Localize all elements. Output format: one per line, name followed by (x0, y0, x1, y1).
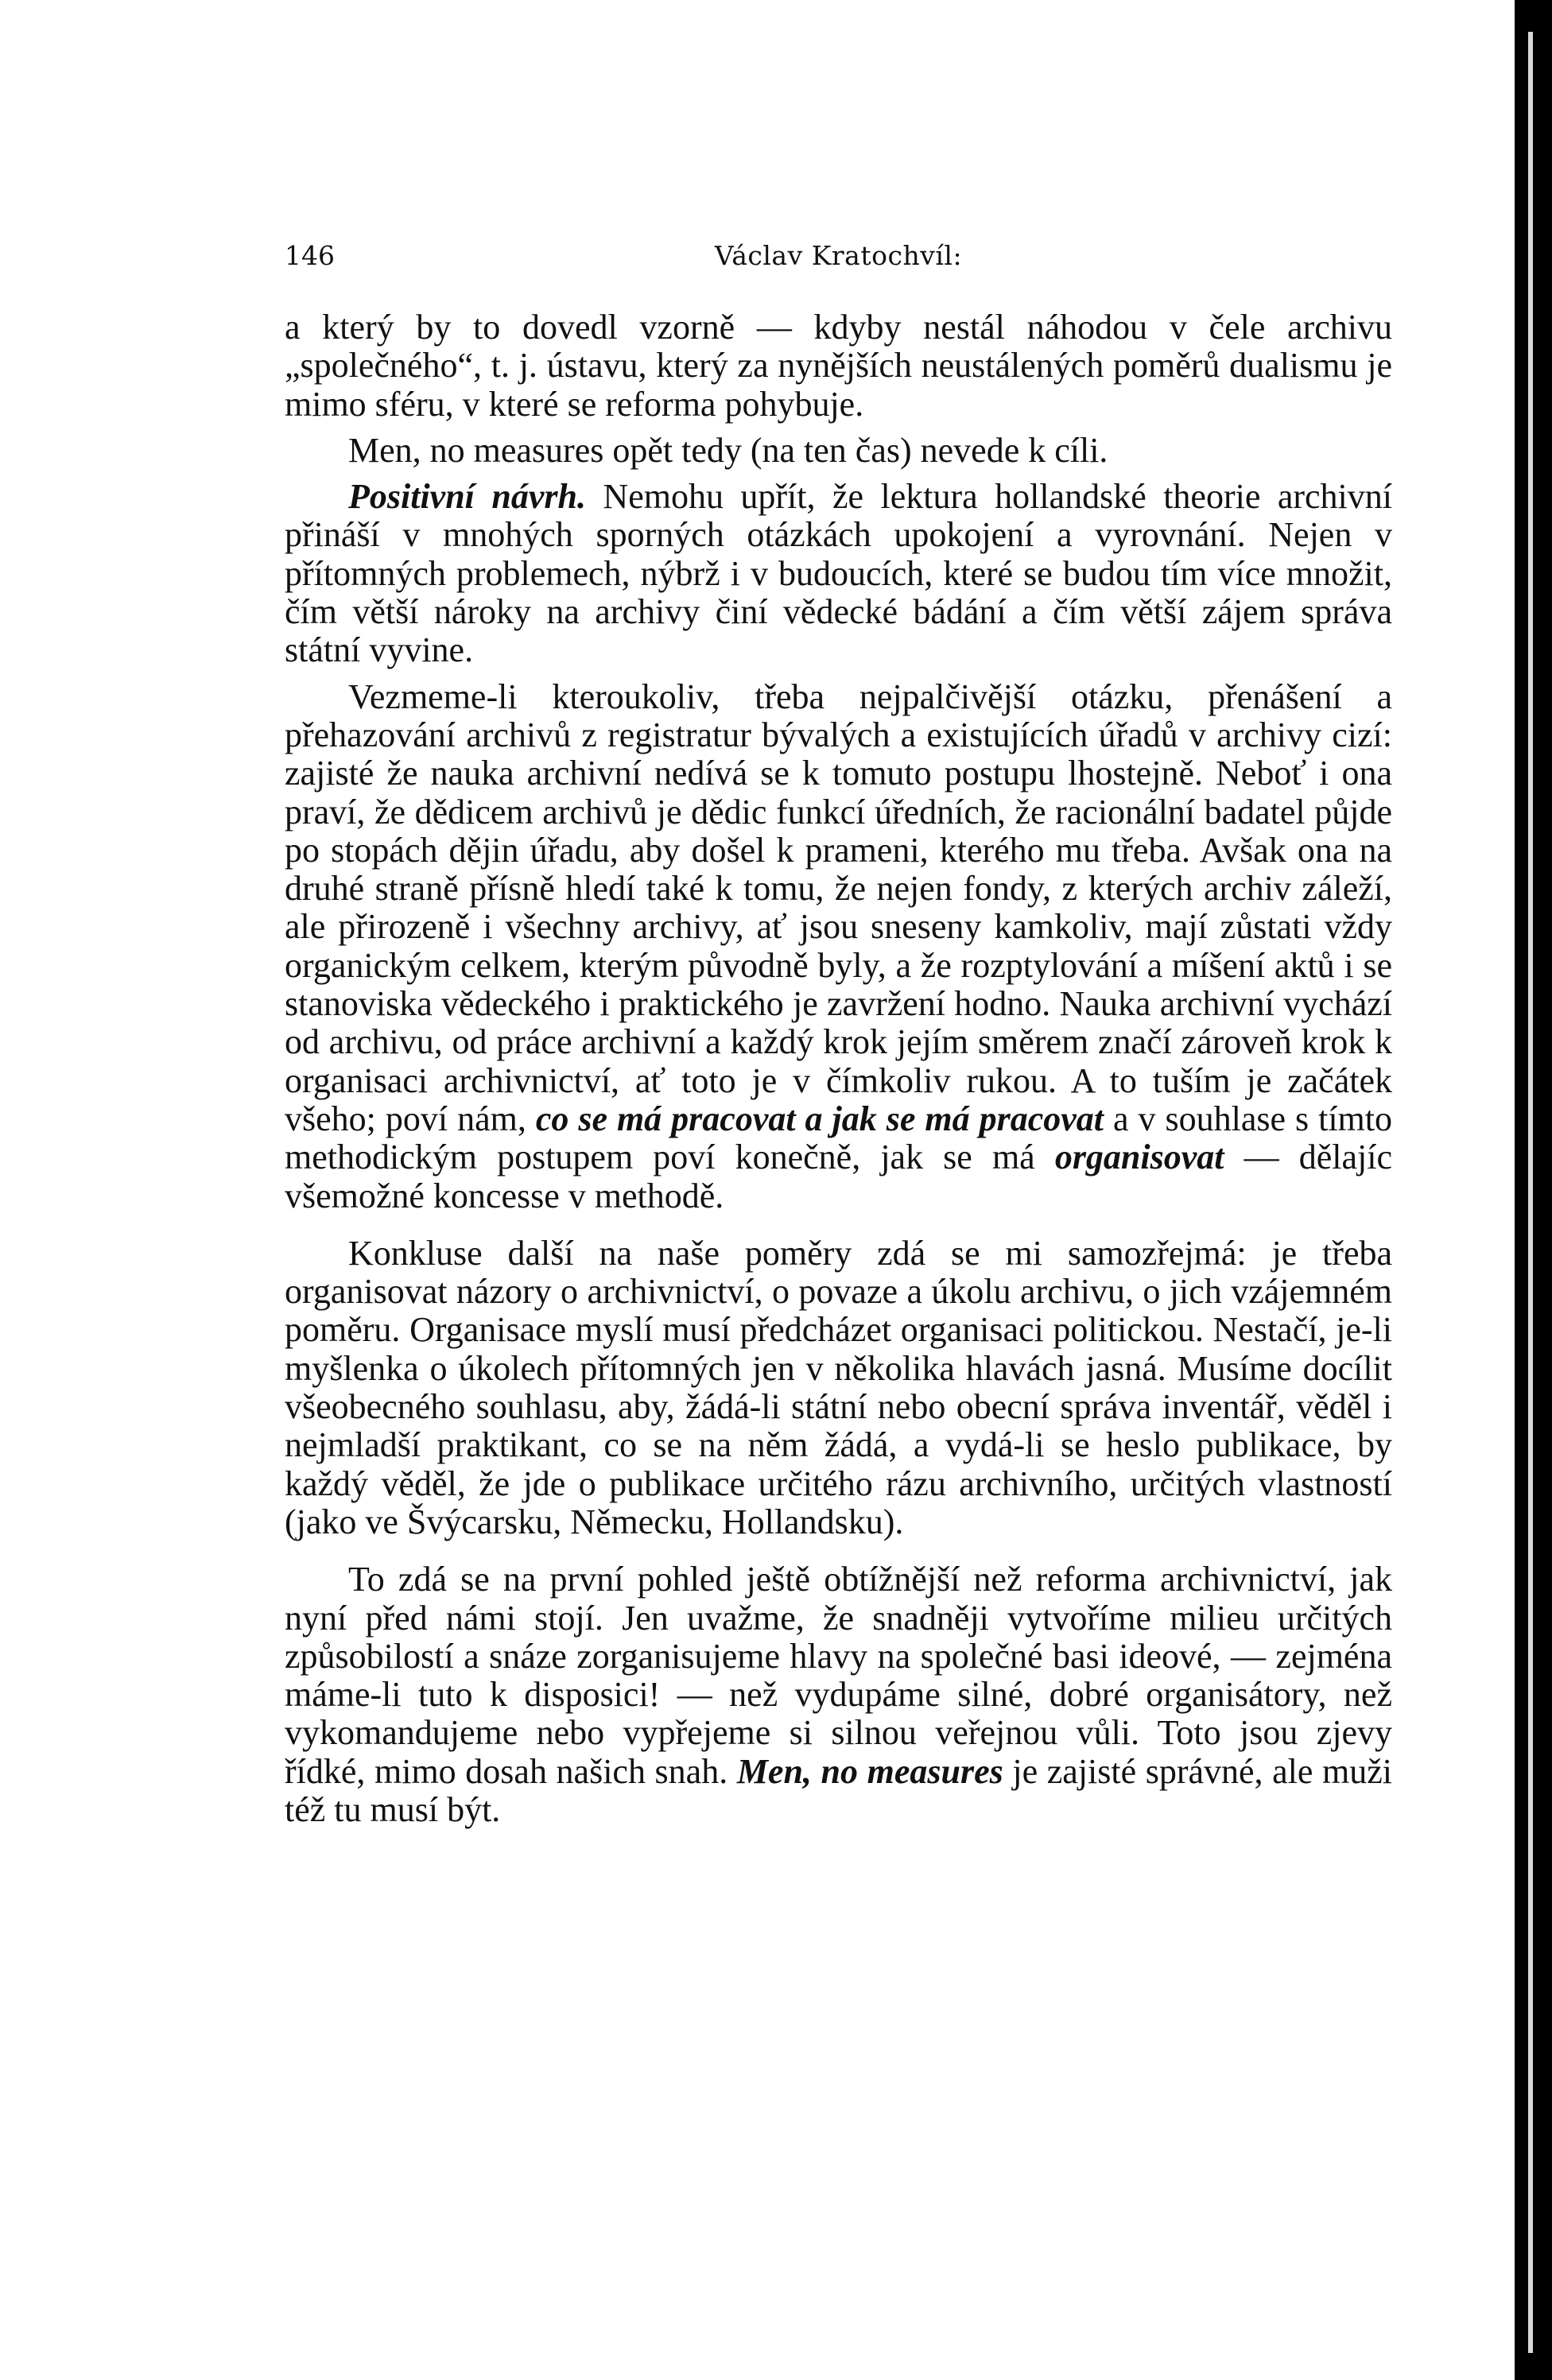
scan-border (1515, 0, 1552, 2380)
paragraph-6 (285, 1560, 1392, 1829)
paragraph-1: a který by to dovedl vzorně — kdyby nestál náhodou v čele archivu „společného“, t. j. ústavu, který za nynějších neustálených poměrů dualismu je mimo sféru, v které se reforma pohybuje. (285, 308, 1392, 424)
paragraph-6-text-b: je zajisté správné, ale muži též tu musí být. (285, 1751, 1393, 1829)
page-edge-line (1528, 32, 1533, 2353)
paragraph-6-emphasis: Men, no measures (736, 1751, 1003, 1791)
running-title: Václav Kratochvíl: (714, 240, 963, 271)
paragraph-2: Men, no measures opět tedy (na ten čas) nevede k cíli. (348, 430, 1108, 470)
body-text (285, 308, 1392, 1829)
paragraph-5: Konkluse další na naše poměry zdá se mi samozřejmá: je třeba organisovat názory o archivnictví, o povaze a úkolu archivu, o jich vzájemném poměru. Organisace myslí musí předcházet organisaci politickou. Nestačí, je-li myšlenka o úkolech přítomných jen v několika hlavách jasná. Musíme docílit všeobecného souhlasu, aby, žádá-li státní nebo obecní správa inventář, věděl i nejmladší praktikant, co se na něm žádá, a vydá-li se heslo publikace, by každý věděl, že jde o publikace určitého rázu archivního, určitých vlastností (jako ve Švýcarsku, Německu, Hollandsku). (285, 1233, 1392, 1541)
paragraph-4-text-c: — dělajíc všemožné koncesse v methodě. (285, 1138, 1392, 1215)
paragraph-3 (285, 478, 1392, 669)
paragraph-4-emphasis-1: co se má pracovat a jak se má pracovat (535, 1099, 1104, 1138)
section-heading: Positivní návrh. (348, 477, 586, 517)
page-number: 146 (285, 240, 335, 271)
paragraph-4-text-b: a v souhlase s tímto methodickým postupem poví konečně, jak se má (285, 1099, 1392, 1177)
paragraph-4-emphasis-2: organisovat (1054, 1138, 1224, 1177)
paragraph-6-text-a: To zdá se na první pohled ještě obtížnější než reforma archivnictví, jak nyní před námi stojí. Jen uvažme, že snadněji vytvoříme milieu určitých způsobilostí a snáze zorganisujeme hlavy na společné basi ideové, — zejména máme-li tuto k disposici! — než vydupáme silné, dobré organisátory, než vykomandujeme nebo vypřejeme si silnou veřejnou vůli. Toto jsou zjevy řídké, mimo dosah našich snah. (285, 1560, 1392, 1791)
paragraph-3-text: Nemohu upřít, že lektura hollandské theorie archivní přináší v mnohých sporných otázkách upokojení a vyrovnání. Nejen v přítomných problemech, nýbrž i v budoucích, které se budou tím více množit, čím větší nároky na archivy činí vědecké bádání a čím větší zájem správa státní vyvine. (285, 477, 1392, 670)
page-header (285, 240, 1392, 278)
paragraph-4 (285, 678, 1392, 1215)
paragraph-4-text-a: Vezmeme-li kteroukoliv, třeba nejpalčivější otázku, přenášení a přehazování archivů z registratur bývalých a existujících úřadů v archivy cizí: zajisté že nauka archivní nedívá se k tomuto postupu lhostejně. Neboť i ona praví, že dědicem archivů je dědic funkcí úředních, že racionální badatel půjde po stopách dějin úřadu, aby došel k prameni, kterého mu třeba. Avšak ona na druhé straně přísně hledí také k tomu, že nejen fondy, z kterých archiv záleží, ale přirozeně i všechny archivy, ať jsou sneseny kamkoliv, mají zůstati vždy organickým celkem, kterým původně byly, a že rozptylování a míšení aktů i se stanoviska vědeckého i praktického je zavržení hodno. Nauka archivní vychází od archivu, od práce archivní a každý krok jejím směrem značí zároveň krok k organisaci archivnictví, ať toto je v čímkoliv rukou. A to tuším je začátek všeho; poví nám, (285, 676, 1392, 1138)
